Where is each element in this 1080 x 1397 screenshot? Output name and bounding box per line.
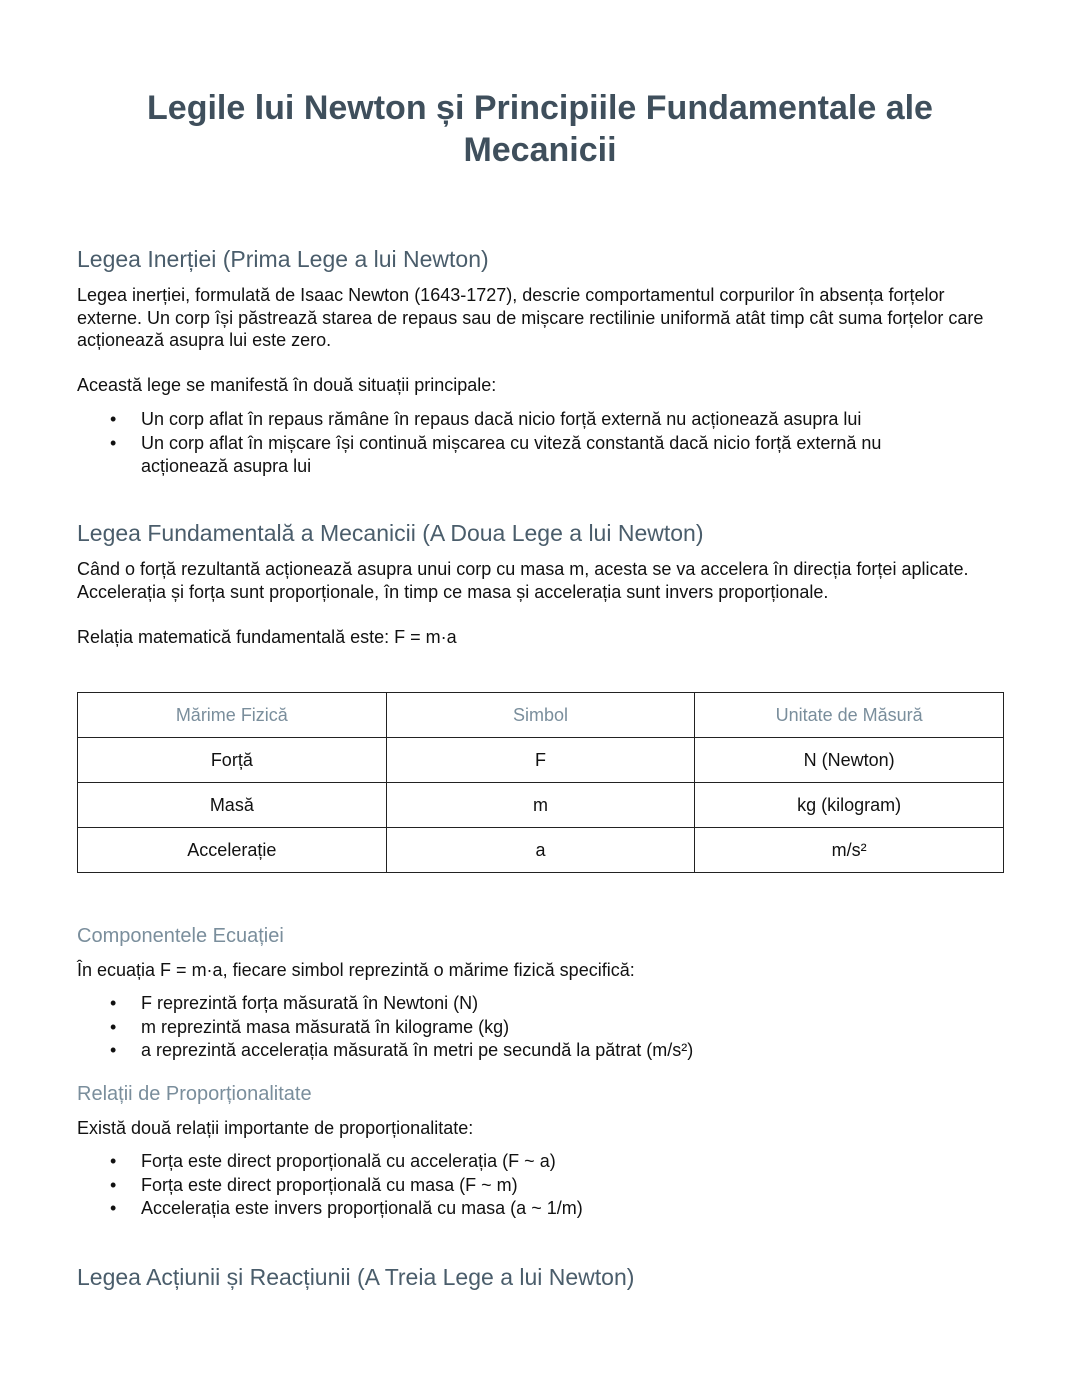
bullet-icon: • — [110, 432, 117, 453]
table-cell: F — [386, 738, 695, 783]
list-item — [77, 432, 1003, 479]
paragraph-proportionality: Există două relații importante de proporționalitate: — [77, 1118, 474, 1138]
bullet-icon: • — [110, 1174, 117, 1195]
list-item-text: a reprezintă accelerația măsurată în metri pe secundă la pătrat (m/s²) — [141, 1040, 694, 1060]
table-cell: Accelerație — [78, 828, 387, 873]
table-cell: Masă — [78, 783, 387, 828]
table-cell: kg (kilogram) — [695, 783, 1004, 828]
bullet-icon: • — [110, 1040, 117, 1060]
list-item — [77, 1197, 1003, 1221]
table-header-cell: Unitate de Măsură — [695, 693, 1004, 738]
list-item-text: Forța este direct proporțională cu masa (F ~ m) — [141, 1174, 518, 1195]
section-heading-third-law: Legea Acțiunii și Reacțiunii (A Treia Lege a lui Newton) — [77, 1264, 635, 1290]
bullet-icon: • — [110, 1151, 117, 1171]
section-heading-first-law: Legea Inerției (Prima Lege a lui Newton) — [77, 246, 489, 272]
section-heading-second-law: Legea Fundamentală a Mecanicii (A Doua Lege a lui Newton) — [77, 520, 704, 546]
bullet-icon: • — [110, 409, 117, 429]
paragraph-second-law-formula: Relația matematică fundamentală este: F = m·a — [77, 627, 457, 647]
document-title: Legile lui Newton și Principiile Fundamentale ale Mecanicii — [147, 89, 933, 169]
paragraph-second-law-intro: Când o forță rezultantă acționează asupra unui corp cu masa m, acesta se va accelera în direcția forței aplicate. Accelerația și forța sunt proporționale, în timp ce masa și accelerația sunt invers proporționale. — [77, 559, 969, 602]
list-item-text: Forța este direct proporțională cu accelerația (F ~ a) — [141, 1151, 556, 1171]
list-item — [77, 1150, 1003, 1174]
table-cell: m/s² — [695, 828, 1004, 873]
list-first-law-situations — [77, 408, 1003, 479]
list-item — [77, 1174, 1003, 1198]
subsection-heading-components: Componentele Ecuației — [77, 925, 284, 947]
list-components — [77, 992, 1003, 1063]
table-cell: a — [386, 828, 695, 873]
paragraph-first-law-intro: Legea inerției, formulată de Isaac Newton (1643-1727), descrie comportamentul corpurilor în absența forțelor externe. Un corp își păstrează starea de repaus sau de mișcare rectilinie uniformă atât timp cât suma forțelor care acționează asupra lui este zero. — [77, 285, 984, 350]
list-item-text: Un corp aflat în repaus rămâne în repaus dacă nicio forță externă nu acționează asupra lui — [141, 409, 862, 429]
table-row — [78, 738, 1004, 783]
list-item-text: Accelerația este invers proporțională cu masa (a ~ 1/m) — [141, 1198, 583, 1218]
paragraph-components: În ecuația F = m·a, fiecare simbol reprezintă o mărime fizică specifică: — [77, 960, 635, 980]
list-item — [77, 1016, 1003, 1040]
list-item-text: F reprezintă forța măsurată în Newtoni (N) — [141, 993, 479, 1013]
table-header-row — [78, 693, 1004, 738]
table-header-cell: Simbol — [386, 693, 695, 738]
table-row — [78, 828, 1004, 873]
table-cell: N (Newton) — [695, 738, 1004, 783]
list-item — [77, 992, 1003, 1016]
bullet-icon: • — [110, 993, 117, 1013]
table-header-cell: Mărime Fizică — [78, 693, 387, 738]
table-cell: Forță — [78, 738, 387, 783]
list-item-text: Un corp aflat în mișcare își continuă mișcarea cu viteză constantă dacă nicio forță externă nu acționează asupra lui — [141, 432, 882, 476]
list-item — [77, 408, 1003, 432]
subsection-heading-proportionality: Relații de Proporționalitate — [77, 1083, 312, 1105]
list-item-text: m reprezintă masa măsurată în kilograme (kg) — [141, 1016, 510, 1037]
table-cell: m — [386, 783, 695, 828]
bullet-icon: • — [110, 1016, 117, 1037]
quantities-table — [77, 692, 1004, 873]
paragraph-first-law-situations: Această lege se manifestă în două situații principale: — [77, 375, 497, 395]
list-item — [77, 1039, 1003, 1063]
table-row — [78, 783, 1004, 828]
bullet-icon: • — [110, 1198, 117, 1218]
list-proportionality — [77, 1150, 1003, 1221]
